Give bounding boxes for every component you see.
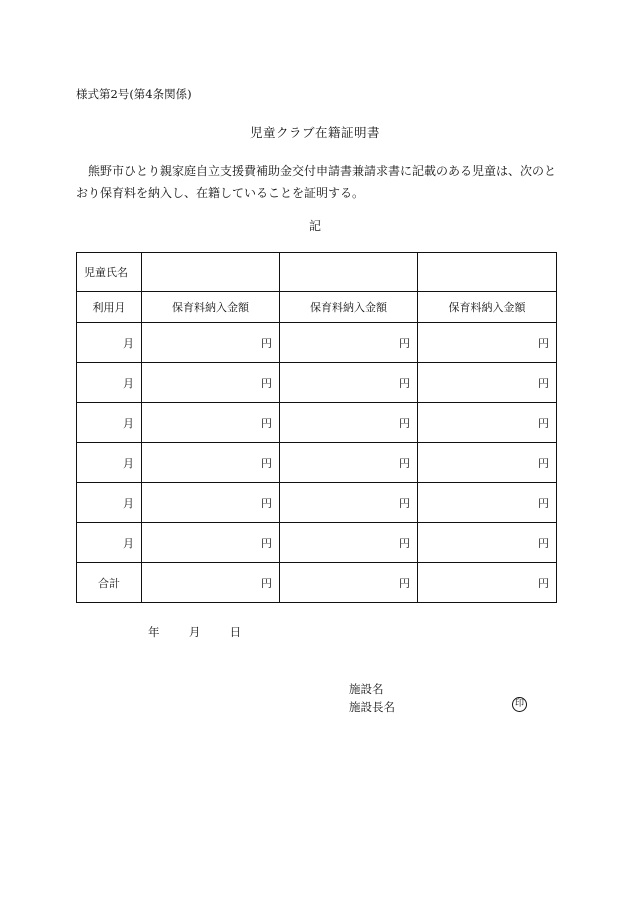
amount-cell[interactable]: 円 (142, 403, 280, 443)
amount-cell[interactable]: 円 (418, 483, 557, 523)
child-name-cell[interactable] (142, 253, 280, 292)
facility-name-label: 施設名 (349, 682, 384, 696)
amount-cell[interactable]: 円 (418, 443, 557, 483)
amount-cell[interactable]: 円 (142, 323, 280, 363)
amount-cell[interactable]: 円 (142, 363, 280, 403)
facility-head-label: 施設長名 (349, 700, 395, 714)
amount-cell[interactable]: 円 (418, 523, 557, 563)
amount-cell[interactable]: 円 (280, 403, 418, 443)
form-number: 様式第2号(第4条関係) (76, 87, 192, 101)
amount-header: 保育料納入金額 (418, 292, 557, 323)
date-month[interactable]: 月 (188, 625, 201, 639)
month-cell[interactable]: 月 (77, 323, 142, 363)
facility-block (349, 680, 395, 716)
total-amount-cell[interactable]: 円 (142, 563, 280, 603)
total-amount-cell[interactable]: 円 (280, 563, 418, 603)
total-row (77, 563, 557, 603)
date-line (148, 624, 241, 640)
table-row (77, 483, 557, 523)
table-row (77, 523, 557, 563)
intro-paragraph: 熊野市ひとり親家庭自立支援費補助金交付申請書兼請求書に記載のある児童は、次のとおり保育料を納入し、在籍していることを証明する。 (76, 164, 557, 200)
amount-cell[interactable]: 円 (418, 403, 557, 443)
amount-header: 保育料納入金額 (280, 292, 418, 323)
amount-cell[interactable]: 円 (142, 443, 280, 483)
amount-cell[interactable]: 円 (142, 483, 280, 523)
table-row (77, 363, 557, 403)
certificate-table (76, 252, 557, 603)
amount-cell[interactable]: 円 (280, 443, 418, 483)
table-row (77, 403, 557, 443)
seal-mark: 印 (512, 697, 527, 712)
total-label: 合計 (77, 563, 142, 603)
header-row (77, 292, 557, 323)
amount-header: 保育料納入金額 (142, 292, 280, 323)
ki-heading: 記 (308, 219, 321, 233)
amount-cell[interactable]: 円 (280, 483, 418, 523)
child-name-cell[interactable] (280, 253, 418, 292)
date-year[interactable]: 年 (148, 625, 160, 639)
amount-cell[interactable]: 円 (280, 323, 418, 363)
amount-cell[interactable]: 円 (418, 323, 557, 363)
child-name-label: 児童氏名 (77, 253, 142, 292)
page-title: 児童クラブ在籍証明書 (249, 125, 380, 140)
month-cell[interactable]: 月 (77, 443, 142, 483)
table-row (77, 323, 557, 363)
month-cell[interactable]: 月 (77, 523, 142, 563)
amount-cell[interactable]: 円 (280, 523, 418, 563)
month-cell[interactable]: 月 (77, 483, 142, 523)
month-header: 利用月 (77, 292, 142, 323)
month-cell[interactable]: 月 (77, 403, 142, 443)
child-name-cell[interactable] (418, 253, 557, 292)
amount-cell[interactable]: 円 (418, 363, 557, 403)
amount-cell[interactable]: 円 (142, 523, 280, 563)
month-cell[interactable]: 月 (77, 363, 142, 403)
child-name-row (77, 253, 557, 292)
amount-cell[interactable]: 円 (280, 363, 418, 403)
table-row (77, 443, 557, 483)
date-day[interactable]: 日 (229, 625, 242, 639)
total-amount-cell[interactable]: 円 (418, 563, 557, 603)
